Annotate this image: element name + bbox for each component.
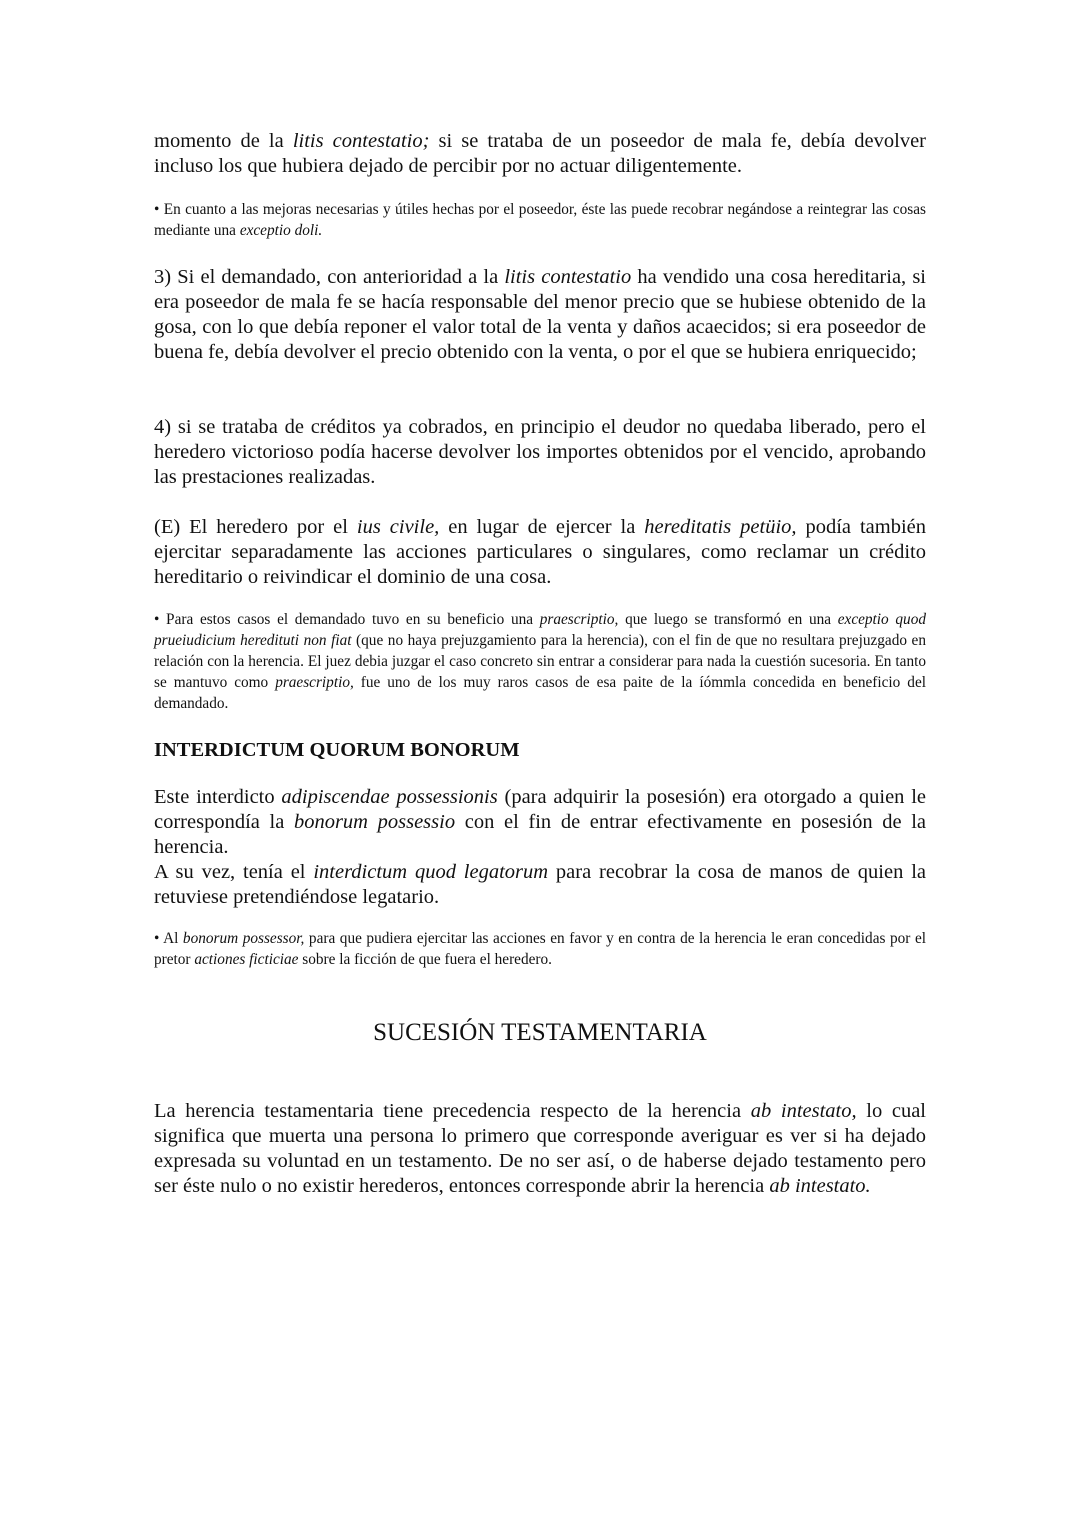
paragraph-este-interdicto bbox=[154, 785, 926, 860]
text-segment: que luego se transformó en una bbox=[618, 611, 838, 628]
italic-term: bonorum possessio bbox=[293, 811, 456, 833]
text-segment: • Para estos casos el demandado tuvo en su beneficio una bbox=[154, 611, 540, 628]
text-segment: en lugar de ejercer la bbox=[439, 516, 645, 538]
italic-term: ab intestato. bbox=[769, 1175, 871, 1197]
italic-term: praescriptio, bbox=[275, 674, 354, 691]
italic-term: bonorum possessor, bbox=[182, 930, 305, 947]
text-segment: podía también ejercitar separadamente las acciones particulares o singulares, como reclamar un crédito hereditario o reivindicar el dominio de una cosa. bbox=[154, 516, 926, 588]
text-segment: fue uno de los muy raros casos de esa paite de la íómmla concedida en beneficio del demandado. bbox=[154, 674, 926, 712]
paragraph-point-3 bbox=[154, 265, 926, 365]
section-heading-interdictum bbox=[154, 738, 926, 763]
text-segment: con el fin de entrar efectivamente en posesión de la herencia. bbox=[154, 811, 926, 858]
note-praescriptio bbox=[154, 609, 926, 714]
text-segment: (que no haya prejuzgamiento para la herencia), con el fin de que no resultara prejuzgado en relación con la herencia. El juez debia juzgar el caso concreto sin entrar a considerar para nada la cuestión sucesoria. En tanto se mantuvo como bbox=[154, 632, 926, 691]
paragraph-herencia-testamentaria bbox=[154, 1099, 926, 1199]
italic-term: litis contestatio; bbox=[292, 130, 430, 152]
italic-term: praescriptio, bbox=[539, 611, 619, 628]
text-segment: Este interdicto bbox=[154, 786, 282, 808]
text-segment: sobre la ficción de que fuera el heredero. bbox=[298, 951, 552, 968]
section-title: SUCESIÓN TESTAMENTARIA bbox=[373, 1019, 707, 1046]
italic-term: exceptio quod prueiudicium heredituti non fiat bbox=[154, 611, 927, 649]
text-segment: La herencia testamentaria tiene precedencia respecto de la herencia bbox=[154, 1100, 751, 1122]
text-segment: A su vez, tenía el bbox=[154, 861, 314, 883]
text-segment: para que pudiera ejercitar las acciones en favor y en contra de la herencia le eran concedidas por el pretor bbox=[154, 930, 926, 968]
paragraph-point-4 bbox=[154, 415, 926, 490]
text-segment: lo cual significa que muerta una persona lo primero que corresponde averiguar es ver si ha dejado expresada su voluntad en un testamento. De no ser así, o de haberse dejado testamento pero ser éste nulo o no existir herederos, entonces corresponde abrir la herencia bbox=[154, 1100, 926, 1197]
text-segment: 4) si se trataba de créditos ya cobrados, en principio el deudor no quedaba liberado, pero el heredero victorioso podía hacerse devolver los importes obtenidos por el vencido, aprobando las prestaciones realizadas. bbox=[154, 416, 926, 488]
text-segment: • Al bbox=[154, 930, 183, 947]
text-segment: • En cuanto a las mejoras necesarias y útiles hechas por el poseedor, éste las puede recobrar negándose a reintegrar las cosas mediante una bbox=[154, 201, 926, 239]
italic-term: exceptio doli. bbox=[239, 222, 323, 239]
text-segment: INTERDICTUM QUORUM BONORUM bbox=[154, 739, 520, 761]
text-segment: 3) Si el demandado, con anterioridad a la bbox=[154, 266, 505, 288]
note-bonorum-possessor bbox=[154, 928, 926, 970]
italic-term: ab intestato, bbox=[750, 1100, 857, 1122]
italic-term: actiones ficticiae bbox=[194, 951, 299, 968]
text-segment: momento de la bbox=[154, 130, 293, 152]
italic-term: ius civile, bbox=[356, 516, 440, 538]
paragraph-a-su-vez bbox=[154, 860, 926, 910]
text-segment: (E) El heredero por el bbox=[154, 516, 357, 538]
text-segment: (para adquirir la posesión) era otorgado a quien le correspondía la bbox=[154, 786, 927, 833]
paragraph-e bbox=[154, 515, 926, 590]
italic-term: litis contestatio bbox=[504, 266, 632, 288]
note-mejoras bbox=[154, 199, 926, 241]
italic-term: adipiscendae possessionis bbox=[281, 786, 498, 808]
italic-term: interdictum quod legatorum bbox=[313, 861, 549, 883]
paragraph-continuation bbox=[154, 129, 926, 179]
text-segment: ha vendido una cosa hereditaria, si era poseedor de mala fe se hacía responsable del menor precio que se hubiese obtenido de la gosa, con lo que debía reponer el valor total de la venta y daños acaecidos; si era poseedor de buena fe, debía devolver el precio obtenido con la venta, o por el que se hubiera enriquecido; bbox=[154, 266, 926, 363]
text-segment: para recobrar la cosa de manos de quien la retuviese pretendiéndose legatario. bbox=[154, 861, 926, 908]
text-segment: si se trataba de un poseedor de mala fe, debía devolver incluso los que hubiera dejado de percibir por no actuar diligentemente. bbox=[154, 130, 926, 177]
italic-term: hereditatis petüio, bbox=[644, 516, 797, 538]
